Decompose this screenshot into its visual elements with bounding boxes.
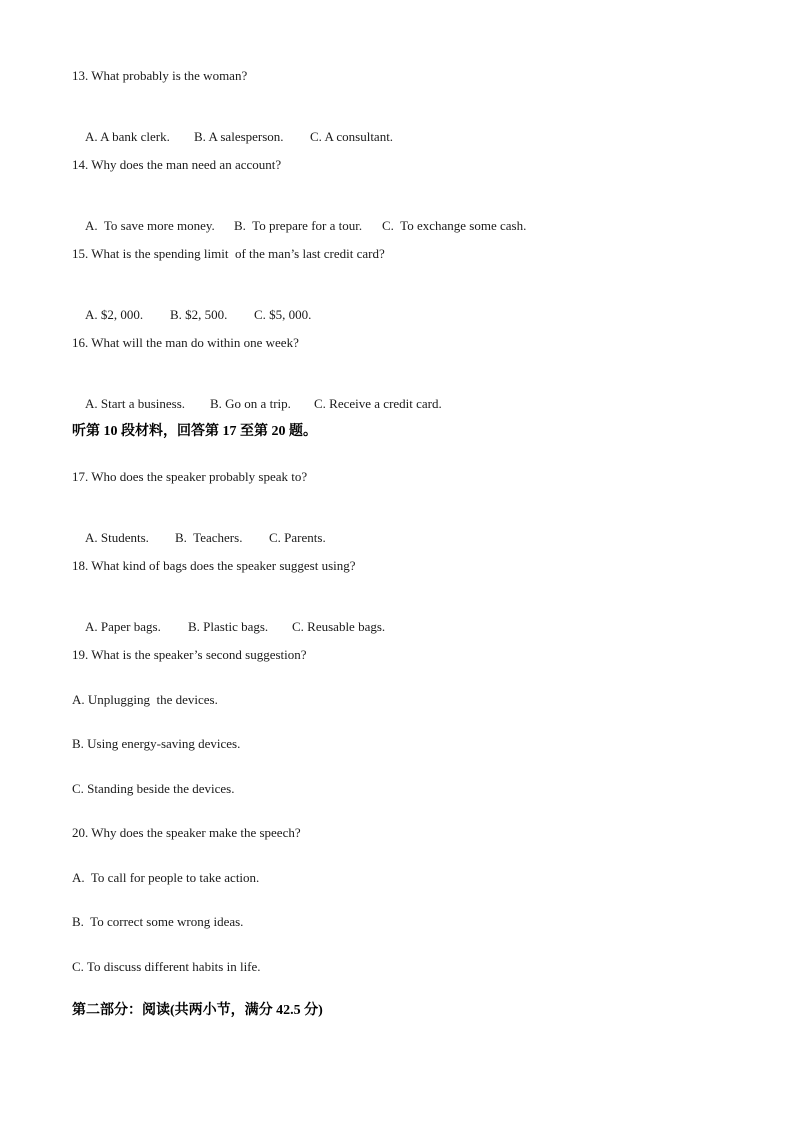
question-20-option-a: A. To call for people to take action. [72,870,260,885]
question-18: 18. What kind of bags does the speaker suggest using? [72,558,356,573]
option-a: A. A bank clerk. [85,129,170,144]
question-14-options [72,202,526,250]
question-16: 16. What will the man do within one week? [72,335,299,350]
option-c: C. A consultant. [310,129,394,144]
part-2-heading: 第二部分：阅读(共两小节，满分 42.5 分) [72,1003,323,1018]
question-16-options [72,380,442,428]
section-10-heading: 听第 10 段材料，回答第 17 至第 20 题。 [72,424,317,439]
question-13: 13. What probably is the woman? [72,68,248,83]
option-c: C. To exchange some cash. [382,218,527,233]
option-c: C. $5, 000. [254,307,312,322]
option-b: B. Teachers. [175,530,243,545]
question-14: 14. Why does the man need an account? [72,157,282,172]
question-18-options [72,603,385,651]
option-c: C. Parents. [269,530,326,545]
option-a: A. To save more money. [85,218,215,233]
question-17: 17. Who does the speaker probably speak to? [72,469,308,484]
question-19-option-b: B. Using energy-saving devices. [72,736,241,751]
question-20: 20. Why does the speaker make the speech? [72,825,301,840]
question-20-option-b: B. To correct some wrong ideas. [72,914,244,929]
option-b: B. $2, 500. [170,307,228,322]
question-17-options [72,514,326,562]
option-a: A. Paper bags. [85,619,161,634]
question-15: 15. What is the spending limit of the man’s last credit card? [72,246,385,261]
question-19-option-c: C. Standing beside the devices. [72,781,235,796]
question-19-option-a: A. Unplugging the devices. [72,692,218,707]
option-c: C. Receive a credit card. [314,396,442,411]
option-a: A. $2, 000. [85,307,144,322]
question-20-option-c: C. To discuss different habits in life. [72,959,261,974]
option-b: B. A salesperson. [194,129,284,144]
option-b: B. Go on a trip. [210,396,291,411]
question-15-options [72,291,311,339]
option-a: A. Students. [85,530,149,545]
option-b: B. Plastic bags. [188,619,269,634]
option-b: B. To prepare for a tour. [234,218,363,233]
question-19: 19. What is the speaker’s second suggestion? [72,647,307,662]
question-13-options [72,113,393,161]
option-a: A. Start a business. [85,396,186,411]
option-c: C. Reusable bags. [292,619,386,634]
